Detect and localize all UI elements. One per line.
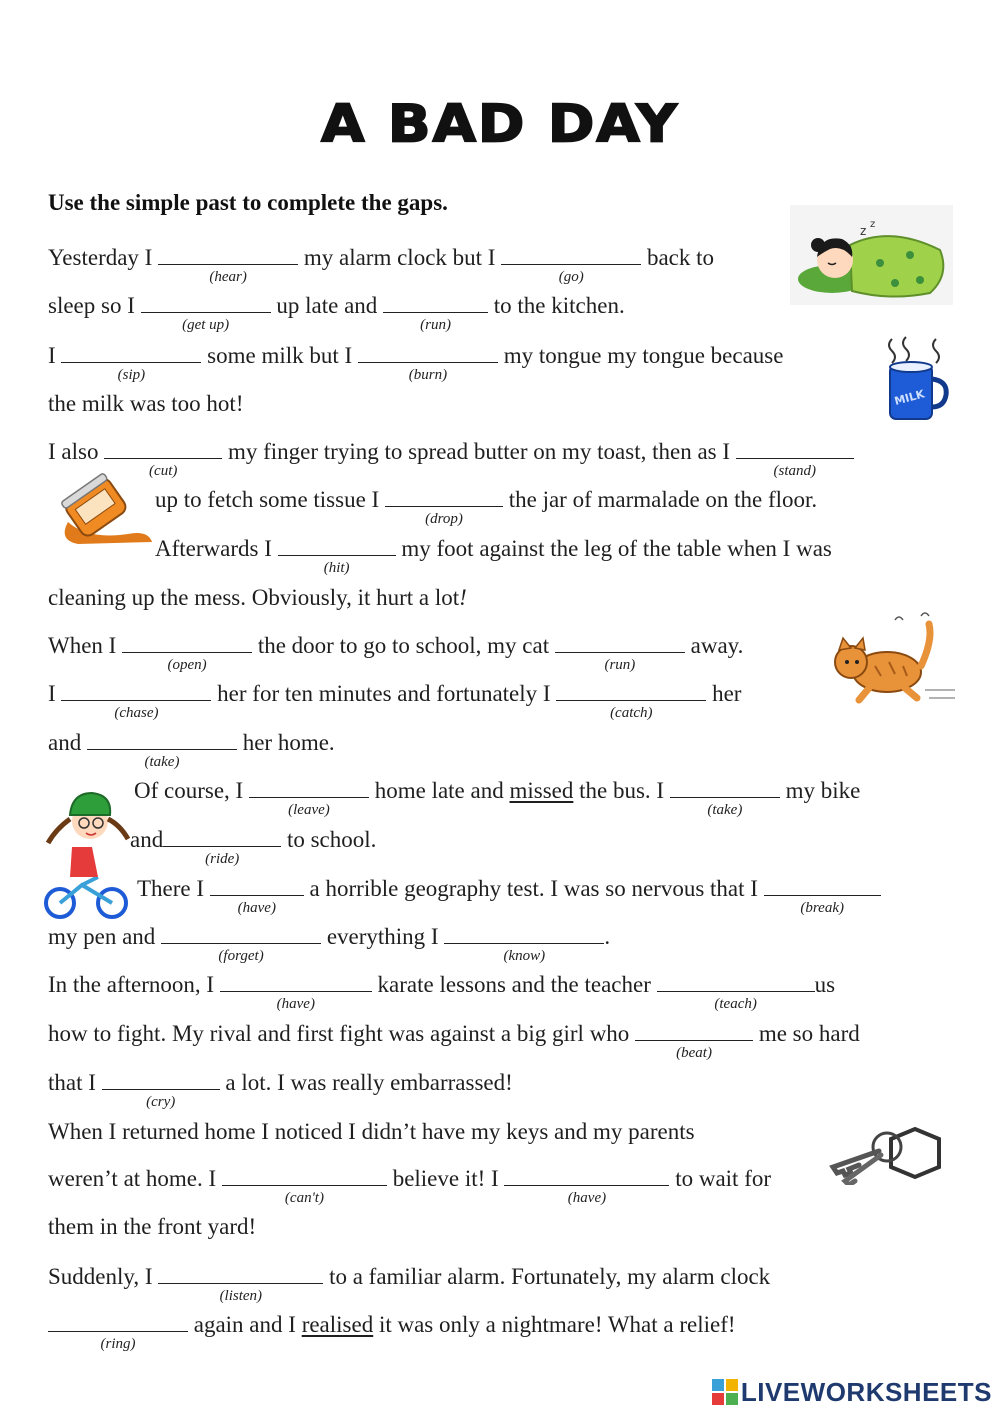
text-line: my pen and (forget) everything I (know) . [48, 924, 611, 964]
liveworksheets-logo-icon [712, 1379, 738, 1405]
verb-hint: (can't) [284, 1190, 324, 1206]
verb-hint: (listen) [219, 1288, 263, 1304]
answer-gap[interactable] [61, 680, 211, 721]
answer-gap[interactable] [555, 632, 685, 673]
svg-text:z: z [870, 219, 876, 230]
text-line: In the afternoon, I (have) karate lessons and the teacher (teach) us [48, 972, 836, 1012]
cyclist-girl-icon [42, 785, 130, 920]
verb-hint: (stand) [773, 463, 817, 479]
answer-gap[interactable] [158, 244, 298, 285]
running-cat-icon [825, 610, 960, 710]
text-line: When I returned home I noticed I didn’t have my keys and my parents [48, 1119, 695, 1144]
verb-hint: (run) [420, 317, 451, 333]
answer-gap[interactable] [358, 342, 498, 383]
verb-hint: (leave) [288, 802, 330, 818]
text-line: I (sip) some milk but I (burn) my tongue my tongue because [48, 343, 784, 383]
text-line: Yesterday I (hear) my alarm clock but I (go) back to [48, 245, 715, 285]
answer-gap[interactable] [635, 1020, 753, 1061]
verb-hint: (cut) [149, 463, 178, 479]
answer-gap[interactable] [158, 1263, 323, 1304]
text-line: cleaning up the mess. Obviously, it hurt a lot! [48, 585, 467, 610]
verb-hint: (take) [144, 754, 180, 770]
answer-gap[interactable] [161, 923, 321, 964]
verb-hint: (go) [558, 269, 584, 285]
answer-gap[interactable] [122, 632, 252, 673]
verb-hint: (burn) [408, 367, 448, 383]
answer-gap[interactable] [504, 1165, 669, 1206]
text-line: There I (have) a horrible geography test. I was so nervous that I (break) [137, 875, 881, 903]
page-title: A BAD DAY [321, 94, 679, 155]
keys-icon [825, 1115, 960, 1185]
answer-gap[interactable] [556, 680, 706, 721]
brand-logo [712, 1377, 992, 1407]
answer-gap[interactable] [210, 875, 304, 916]
text-line: sleep so I (get up) up late and (run) to the kitchen. [48, 293, 625, 333]
answer-gap[interactable] [657, 971, 815, 1012]
answer-gap[interactable] [501, 244, 641, 285]
answer-gap[interactable] [48, 1311, 188, 1352]
answer-gap[interactable] [736, 438, 854, 479]
text-line: I also (cut) my finger trying to spread butter on my toast, then as I (stand) [48, 438, 854, 466]
text-line: how to fight. My rival and first fight was against a big girl who (beat) me so hard [48, 1021, 860, 1061]
text-line: the milk was too hot! [48, 391, 244, 416]
text-line: and (take) her home. [48, 730, 335, 770]
svg-text:z: z [860, 224, 867, 238]
verb-hint: (have) [237, 900, 276, 916]
answer-gap[interactable] [444, 923, 604, 964]
verb-hint: (ring) [100, 1336, 136, 1352]
text-line: that I (cry) a lot. I was really embarrassed! [48, 1070, 513, 1110]
answer-gap[interactable] [104, 438, 222, 479]
text-line: and (ride) to school. [130, 827, 377, 867]
verb-hint: (chase) [114, 705, 159, 721]
text-line: Afterwards I (hit) my foot against the leg of the table when I was [155, 536, 832, 576]
verb-hint: (cry) [146, 1094, 176, 1110]
verb-hint: (have) [567, 1190, 607, 1206]
answer-gap[interactable] [102, 1069, 220, 1110]
text-line: Suddenly, I (listen) to a familiar alarm. Fortunately, my alarm clock [48, 1264, 771, 1304]
verb-hint: (open) [167, 657, 207, 673]
answer-gap[interactable] [764, 875, 881, 916]
verb-hint: (teach) [714, 996, 757, 1012]
verb-hint: (catch) [610, 705, 653, 721]
verb-hint: (hear) [209, 269, 247, 285]
text-line: them in the front yard! [48, 1214, 257, 1239]
answer-gap[interactable] [220, 971, 372, 1012]
marmalade-jar-icon [48, 472, 158, 547]
verb-hint: (beat) [676, 1045, 712, 1061]
verb-hint: (ride) [205, 851, 240, 867]
text-line: When I (open) the door to go to school, my cat (run) away. [48, 633, 744, 673]
verb-hint: (take) [707, 802, 743, 818]
brand-name: LIVEWORKSHEETS [740, 1376, 992, 1407]
instructions: Use the simple past to complete the gaps. [48, 190, 448, 215]
svg-text:MILK: MILK [892, 387, 926, 408]
answer-gap[interactable] [163, 826, 281, 867]
answer-gap[interactable] [249, 777, 369, 818]
text-line: I (chase) her for ten minutes and fortunately I (catch) her [48, 681, 742, 721]
answer-gap[interactable] [278, 535, 396, 576]
verb-hint: (forget) [218, 948, 264, 964]
text-line: Of course, I (leave) home late and missed the bus. I (take) my bike [134, 778, 861, 818]
text-line: up to fetch some tissue I (drop) the jar of marmalade on the floor. [155, 487, 818, 527]
verb-hint: (know) [503, 948, 546, 964]
verb-hint: (run) [604, 657, 636, 673]
answer-gap[interactable] [141, 292, 271, 333]
verb-hint: (break) [800, 900, 844, 916]
answer-gap[interactable] [385, 486, 503, 527]
answer-gap[interactable] [670, 777, 780, 818]
answer-gap[interactable] [222, 1165, 387, 1206]
verb-hint: (hit) [323, 560, 350, 576]
answer-gap[interactable] [61, 342, 201, 383]
milk-mug-icon [880, 335, 950, 425]
verb-hint: (sip) [117, 367, 146, 383]
verb-hint: (drop) [425, 511, 463, 527]
verb-hint: (have) [276, 996, 315, 1012]
text-line: (ring) again and I realised it was only a nightmare! What a relief! [48, 1311, 736, 1339]
sleeping-child-icon [790, 205, 953, 305]
answer-gap[interactable] [383, 292, 488, 333]
text-line: weren’t at home. I (can't) believe it! I (have) to wait for [48, 1166, 772, 1206]
verb-hint: (get up) [182, 317, 230, 333]
